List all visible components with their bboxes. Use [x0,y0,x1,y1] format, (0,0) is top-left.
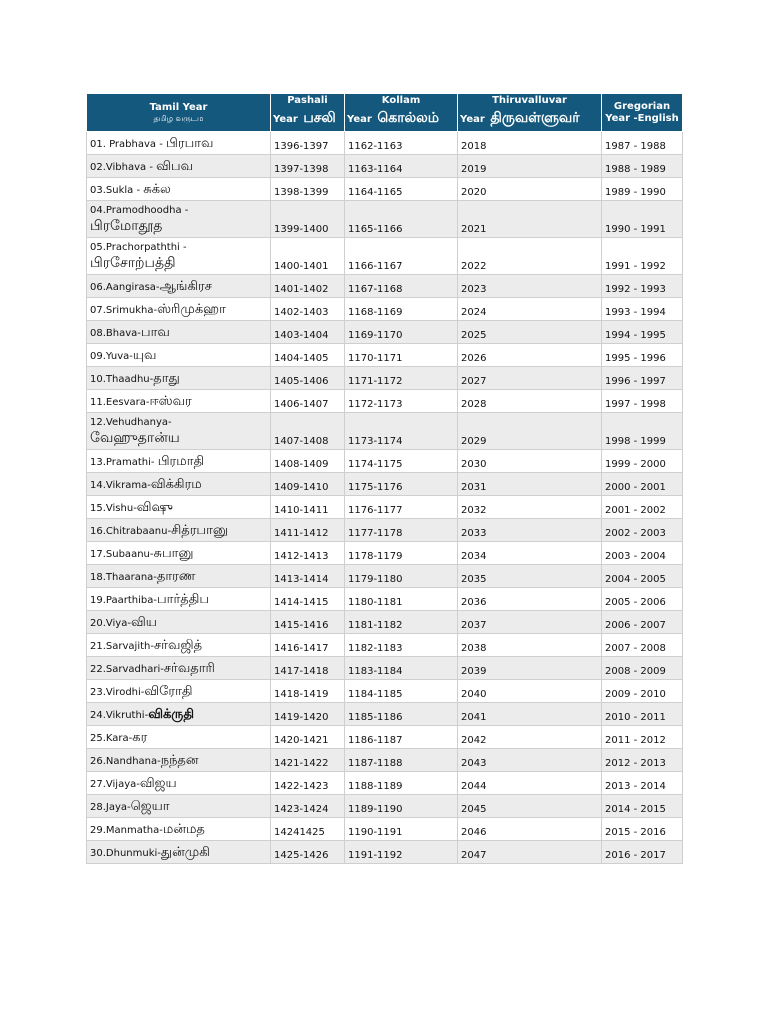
cell-thiruvalluvar-year: 2026 [458,344,602,367]
cell-gregorian-year: 2015 - 2016 [602,818,683,841]
year-name-tamil: துன்முகி [160,845,210,860]
cell-pashali-year: 1406-1407 [271,390,345,413]
year-name-tamil: ஈஸ்வர [149,394,192,409]
table-header [87,94,683,132]
cell-gregorian-year: 2005 - 2006 [602,588,683,611]
cell-tamil-year [87,473,271,496]
cell-gregorian-year: 1989 - 1990 [602,178,683,201]
cell-kollam-year: 1181-1182 [345,611,458,634]
table-row [87,496,683,519]
cell-tamil-year [87,413,271,450]
cell-pashali-year: 1420-1421 [271,726,345,749]
cell-tamil-year [87,680,271,703]
cell-gregorian-year: 2000 - 2001 [602,473,683,496]
cell-kollam-year: 1184-1185 [345,680,458,703]
cell-kollam-year: 1163-1164 [345,155,458,178]
cell-gregorian-year: 2010 - 2011 [602,703,683,726]
cell-kollam-year: 1179-1180 [345,565,458,588]
year-name-tamil: யுவ [132,348,157,363]
table-row [87,450,683,473]
cell-thiruvalluvar-year: 2031 [458,473,602,496]
cell-pashali-year: 1408-1409 [271,450,345,473]
cell-thiruvalluvar-year: 2046 [458,818,602,841]
table-row [87,390,683,413]
year-name-tamil: வேஹுதான்ய [90,430,180,446]
year-name-tamil: விஷு [136,500,173,515]
cell-pashali-year: 1405-1406 [271,367,345,390]
header-thiruvalluvar [458,94,602,132]
cell-kollam-year: 1173-1174 [345,413,458,450]
cell-gregorian-year: 1991 - 1992 [602,238,683,275]
cell-thiruvalluvar-year: 2023 [458,275,602,298]
year-name-english: 08.Bhava- [90,328,141,339]
cell-kollam-year: 1176-1177 [345,496,458,519]
cell-thiruvalluvar-year: 2030 [458,450,602,473]
year-name-tamil: விபவ [156,159,194,174]
cell-kollam-year: 1171-1172 [345,367,458,390]
year-name-tamil: விக்கிரம [150,477,202,492]
header-gregorian [602,94,683,132]
cell-gregorian-year: 1995 - 1996 [602,344,683,367]
cell-gregorian-year: 2008 - 2009 [602,657,683,680]
year-name-tamil: தாரண [156,569,196,584]
cell-tamil-year [87,611,271,634]
year-name-english: 01. Prabhava - [90,139,167,150]
cell-thiruvalluvar-year: 2021 [458,201,602,238]
year-name-english: 11.Eesvara- [90,397,150,408]
year-name-tamil: விக்ருதி [148,707,195,722]
table-row [87,519,683,542]
cell-pashali-year: 1398-1399 [271,178,345,201]
cell-thiruvalluvar-year: 2028 [458,390,602,413]
header-thiruvalluvar-tamil: திருவள்ளுவர் [490,110,580,126]
year-name-english: 03.Sukla - [90,185,144,196]
header-kollam-tamil: கொல்லம் [377,110,440,126]
cell-gregorian-year: 2001 - 2002 [602,496,683,519]
cell-kollam-year: 1187-1188 [345,749,458,772]
cell-gregorian-year: 1988 - 1989 [602,155,683,178]
cell-tamil-year [87,450,271,473]
header-kollam-year: Year [347,114,372,125]
cell-tamil-year [87,367,271,390]
cell-thiruvalluvar-year: 2034 [458,542,602,565]
year-name-english: 09.Yuva- [90,351,133,362]
year-name-tamil: கர [132,730,148,745]
cell-kollam-year: 1180-1181 [345,588,458,611]
year-name-english: 14.Vikrama- [90,480,151,491]
cell-thiruvalluvar-year: 2042 [458,726,602,749]
cell-kollam-year: 1167-1168 [345,275,458,298]
cell-pashali-year: 1413-1414 [271,565,345,588]
table-row [87,726,683,749]
cell-pashali-year: 1412-1413 [271,542,345,565]
cell-kollam-year: 1170-1171 [345,344,458,367]
table-row [87,321,683,344]
cell-kollam-year: 1166-1167 [345,238,458,275]
cell-pashali-year: 14241425 [271,818,345,841]
cell-tamil-year [87,795,271,818]
cell-gregorian-year: 1990 - 1991 [602,201,683,238]
header-pashali-tamil: பசலி [303,110,336,126]
cell-pashali-year: 1407-1408 [271,413,345,450]
table-row [87,588,683,611]
table-row [87,749,683,772]
cell-thiruvalluvar-year: 2037 [458,611,602,634]
cell-pashali-year: 1396-1397 [271,132,345,155]
cell-gregorian-year: 1996 - 1997 [602,367,683,390]
cell-gregorian-year: 2002 - 2003 [602,519,683,542]
cell-pashali-year: 1409-1410 [271,473,345,496]
cell-thiruvalluvar-year: 2038 [458,634,602,657]
cell-gregorian-year: 2009 - 2010 [602,680,683,703]
cell-kollam-year: 1183-1184 [345,657,458,680]
year-name-tamil: ஜெயா [130,799,170,814]
cell-thiruvalluvar-year: 2022 [458,238,602,275]
cell-gregorian-year: 2016 - 2017 [602,841,683,864]
year-name-english: 05.Prachorpaththi - [90,242,187,253]
cell-gregorian-year: 2003 - 2004 [602,542,683,565]
year-name-english: 12.Vehudhanya- [90,417,172,428]
cell-tamil-year [87,132,271,155]
cell-gregorian-year: 2006 - 2007 [602,611,683,634]
cell-pashali-year: 1403-1404 [271,321,345,344]
table-row [87,542,683,565]
cell-kollam-year: 1190-1191 [345,818,458,841]
cell-pashali-year: 1421-1422 [271,749,345,772]
header-tamil-year [87,94,271,132]
cell-kollam-year: 1164-1165 [345,178,458,201]
cell-gregorian-year: 2012 - 2013 [602,749,683,772]
cell-thiruvalluvar-year: 2045 [458,795,602,818]
year-name-tamil: மன்மத [162,822,205,837]
table-row [87,841,683,864]
cell-tamil-year [87,565,271,588]
header-kollam-label: Kollam [381,95,421,106]
cell-pashali-year: 1414-1415 [271,588,345,611]
cell-kollam-year: 1185-1186 [345,703,458,726]
year-name-tamil: பிரசோற்பத்தி [90,255,176,271]
table-row [87,634,683,657]
cell-pashali-year: 1419-1420 [271,703,345,726]
year-name-english: 15.Vishu- [90,503,137,514]
cell-pashali-year: 1397-1398 [271,155,345,178]
cell-gregorian-year: 2004 - 2005 [602,565,683,588]
header-row [87,94,683,132]
cell-kollam-year: 1174-1175 [345,450,458,473]
year-name-english: 28.Jaya- [90,802,131,813]
cell-tamil-year [87,772,271,795]
cell-gregorian-year: 1994 - 1995 [602,321,683,344]
cell-tamil-year [87,496,271,519]
tamil-year-table [86,93,683,864]
cell-thiruvalluvar-year: 2039 [458,657,602,680]
year-name-english: 22.Sarvadhari- [90,664,164,675]
table-row [87,473,683,496]
year-name-tamil: சுக்ல [143,182,171,197]
cell-tamil-year [87,519,271,542]
table-row [87,298,683,321]
year-name-tamil: சித்ரபானு [171,523,228,538]
table-row [87,367,683,390]
table-row [87,680,683,703]
cell-thiruvalluvar-year: 2044 [458,772,602,795]
header-thiruvalluvar-year: Year [460,114,485,125]
year-name-english: 23.Virodhi- [90,687,145,698]
cell-tamil-year [87,344,271,367]
header-kollam-sub [347,107,455,130]
cell-tamil-year [87,275,271,298]
year-name-english: 13.Pramathi- [90,457,158,468]
header-tamil-year-label: Tamil Year [149,101,208,113]
year-name-english: 29.Manmatha- [90,825,163,836]
cell-gregorian-year: 2013 - 2014 [602,772,683,795]
cell-thiruvalluvar-year: 2019 [458,155,602,178]
cell-thiruvalluvar-year: 2043 [458,749,602,772]
cell-kollam-year: 1168-1169 [345,298,458,321]
cell-kollam-year: 1169-1170 [345,321,458,344]
year-name-english: 20.Viya- [90,618,131,629]
cell-pashali-year: 1422-1423 [271,772,345,795]
year-name-english: 25.Kara- [90,733,133,744]
cell-kollam-year: 1172-1173 [345,390,458,413]
table-row [87,344,683,367]
table-row [87,201,683,238]
cell-tamil-year [87,818,271,841]
year-name-tamil: பார்த்திப [156,592,210,607]
cell-tamil-year [87,201,271,238]
year-name-english: 16.Chitrabaanu- [90,526,172,537]
cell-tamil-year [87,749,271,772]
cell-pashali-year: 1410-1411 [271,496,345,519]
cell-gregorian-year: 2011 - 2012 [602,726,683,749]
header-pashali-label: Pashali [287,95,328,106]
year-name-tamil: சர்வஜித் [153,638,203,653]
cell-pashali-year: 1425-1426 [271,841,345,864]
cell-tamil-year [87,726,271,749]
cell-kollam-year: 1188-1189 [345,772,458,795]
cell-thiruvalluvar-year: 2018 [458,132,602,155]
cell-tamil-year [87,703,271,726]
year-name-tamil: ஆங்கிரச [159,279,212,294]
year-name-english: 17.Subaanu- [90,549,154,560]
table-row [87,818,683,841]
table-row [87,772,683,795]
header-thiruvalluvar-sub [460,107,599,130]
cell-gregorian-year: 1997 - 1998 [602,390,683,413]
table-row [87,155,683,178]
cell-gregorian-year: 1992 - 1993 [602,275,683,298]
cell-tamil-year [87,321,271,344]
year-name-english: 18.Thaarana- [90,572,157,583]
cell-pashali-year: 1411-1412 [271,519,345,542]
cell-gregorian-year: 2007 - 2008 [602,634,683,657]
year-name-english: 19.Paarthiba- [90,595,157,606]
table-body [87,132,683,864]
cell-pashali-year: 1417-1418 [271,657,345,680]
cell-pashali-year: 1415-1416 [271,611,345,634]
year-name-tamil: சர்வதாரி [163,661,215,676]
cell-kollam-year: 1189-1190 [345,795,458,818]
cell-thiruvalluvar-year: 2029 [458,413,602,450]
year-name-tamil: பிரமாதி [157,454,205,469]
cell-kollam-year: 1162-1163 [345,132,458,155]
cell-tamil-year [87,390,271,413]
cell-pashali-year: 1416-1417 [271,634,345,657]
cell-pashali-year: 1399-1400 [271,201,345,238]
year-name-tamil: தாது [153,371,180,386]
year-name-tamil: பிரமோதூத [90,218,163,234]
year-name-english: 21.Sarvajith- [90,641,154,652]
header-gregorian-label: Gregorian [613,100,671,112]
cell-thiruvalluvar-year: 2033 [458,519,602,542]
table-row [87,238,683,275]
cell-thiruvalluvar-year: 2040 [458,680,602,703]
year-name-tamil: பாவ [140,325,170,340]
cell-pashali-year: 1418-1419 [271,680,345,703]
cell-thiruvalluvar-year: 2036 [458,588,602,611]
cell-kollam-year: 1182-1183 [345,634,458,657]
year-name-english: 30.Dhunmuki- [90,848,161,859]
table-row [87,795,683,818]
cell-tamil-year [87,298,271,321]
cell-tamil-year [87,542,271,565]
year-name-tamil: விரோதி [144,684,193,699]
header-pashali-year: Year [273,114,298,125]
year-name-english: 02.Vibhava - [90,162,157,173]
year-name-english: 06.Aangirasa- [90,282,160,293]
year-name-tamil: சுபானு [153,546,194,561]
table-row [87,611,683,634]
year-name-tamil: விஜய [139,776,177,791]
cell-thiruvalluvar-year: 2025 [458,321,602,344]
year-name-tamil: ஸ்ரிமுக்ஹா [157,302,226,317]
cell-kollam-year: 1177-1178 [345,519,458,542]
year-name-tamil: நந்தன [160,753,199,768]
cell-tamil-year [87,238,271,275]
table-row [87,132,683,155]
cell-thiruvalluvar-year: 2024 [458,298,602,321]
cell-thiruvalluvar-year: 2020 [458,178,602,201]
year-name-english: 07.Srimukha- [90,305,158,316]
cell-thiruvalluvar-year: 2027 [458,367,602,390]
header-pashali [271,94,345,132]
cell-gregorian-year: 1993 - 1994 [602,298,683,321]
cell-tamil-year [87,155,271,178]
cell-tamil-year [87,841,271,864]
year-name-english: 24.Vikruthi- [90,710,149,721]
table-row [87,703,683,726]
header-tamil-year-tamil: தமிழ வருடம [153,113,204,123]
cell-tamil-year [87,634,271,657]
cell-kollam-year: 1178-1179 [345,542,458,565]
cell-gregorian-year: 1987 - 1988 [602,132,683,155]
header-thiruvalluvar-label: Thiruvalluvar [492,95,567,106]
cell-gregorian-year: 1999 - 2000 [602,450,683,473]
cell-thiruvalluvar-year: 2041 [458,703,602,726]
header-kollam [345,94,458,132]
table-row [87,657,683,680]
cell-kollam-year: 1186-1187 [345,726,458,749]
header-gregorian-sub: Year -English [605,112,679,124]
cell-thiruvalluvar-year: 2047 [458,841,602,864]
cell-pashali-year: 1402-1403 [271,298,345,321]
cell-pashali-year: 1404-1405 [271,344,345,367]
cell-thiruvalluvar-year: 2032 [458,496,602,519]
cell-kollam-year: 1175-1176 [345,473,458,496]
year-name-english: 26.Nandhana- [90,756,161,767]
table-row [87,565,683,588]
cell-tamil-year [87,657,271,680]
cell-tamil-year [87,588,271,611]
year-name-english: 04.Pramodhoodha - [90,205,189,216]
cell-kollam-year: 1191-1192 [345,841,458,864]
cell-tamil-year [87,178,271,201]
cell-thiruvalluvar-year: 2035 [458,565,602,588]
table-row [87,413,683,450]
cell-pashali-year: 1423-1424 [271,795,345,818]
year-name-english: 10.Thaadhu- [90,374,154,385]
table-row [87,178,683,201]
cell-pashali-year: 1400-1401 [271,238,345,275]
header-pashali-sub [273,107,342,130]
year-name-tamil: விய [130,615,157,630]
year-name-english: 27.Vijaya- [90,779,140,790]
table-row [87,275,683,298]
cell-kollam-year: 1165-1166 [345,201,458,238]
cell-pashali-year: 1401-1402 [271,275,345,298]
cell-gregorian-year: 1998 - 1999 [602,413,683,450]
year-name-tamil: பிரபாவ [166,136,214,151]
cell-gregorian-year: 2014 - 2015 [602,795,683,818]
